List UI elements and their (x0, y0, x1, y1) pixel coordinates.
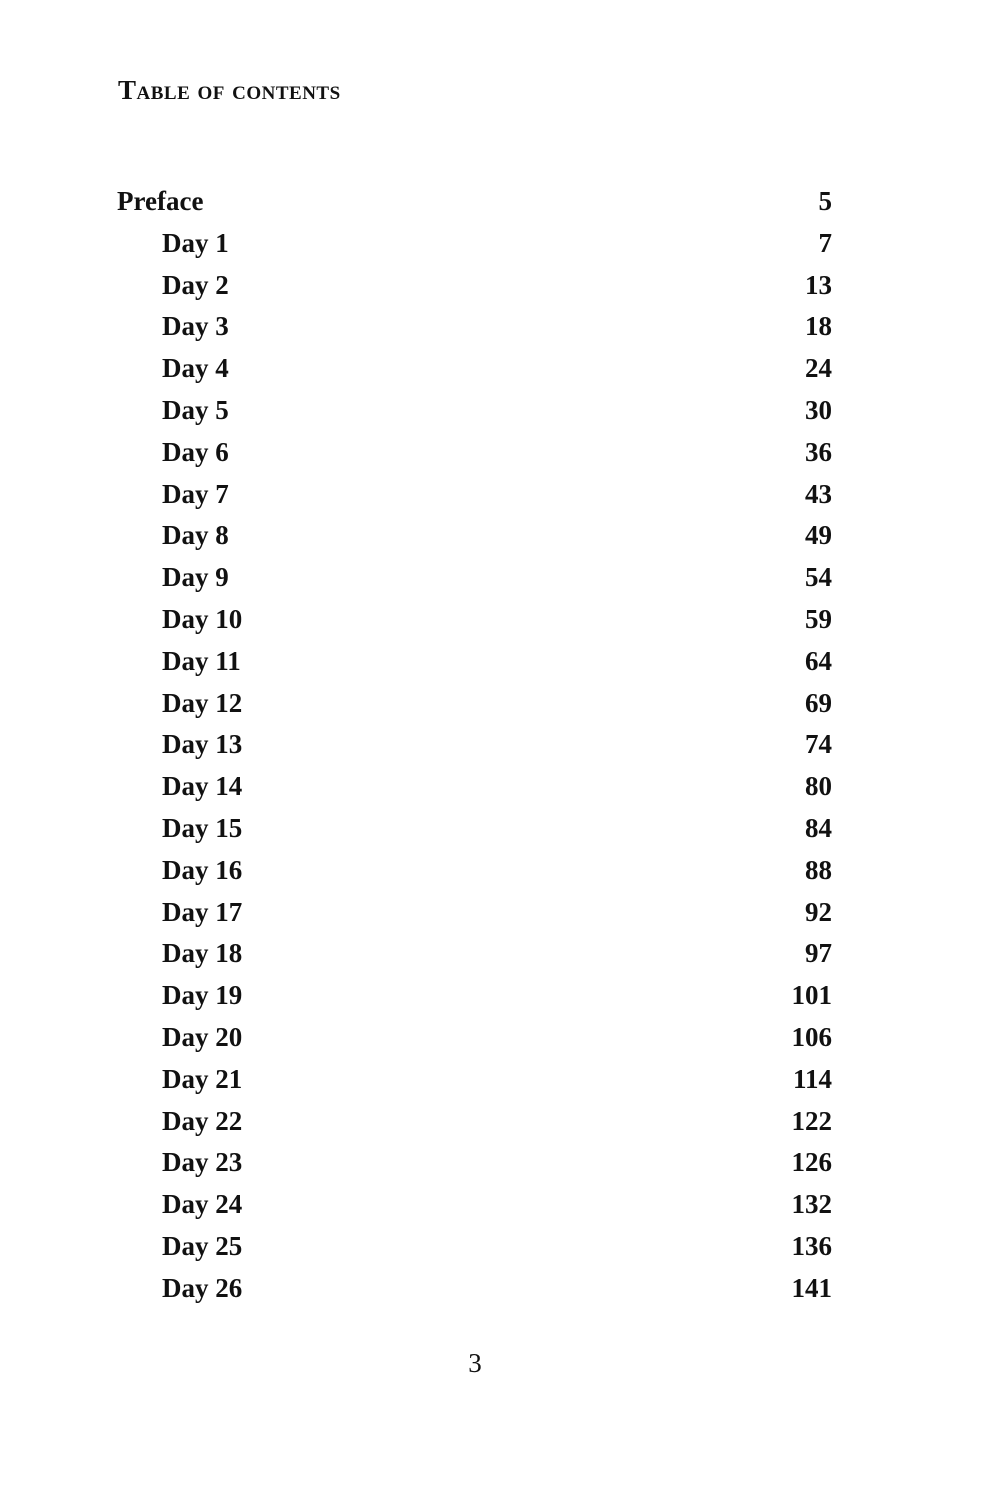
toc-entry-label: Day 13 (162, 729, 243, 760)
toc-entry-label: Preface (117, 186, 204, 216)
toc-entry (0, 390, 1000, 432)
toc-entry-label: Day 12 (162, 687, 243, 718)
toc-entry-page: 88 (805, 854, 832, 885)
toc-entry (0, 432, 1000, 474)
toc-entry-label: Day 10 (162, 603, 243, 634)
toc-entry-page: 101 (791, 980, 832, 1011)
toc-entry (0, 683, 1000, 725)
toc-entry-page: 59 (805, 603, 832, 634)
toc-entry-page: 18 (805, 311, 832, 342)
toc-entry-label: Day 25 (162, 1230, 243, 1261)
toc-entry-page: 74 (805, 729, 832, 760)
toc-entry-page: 36 (805, 436, 832, 467)
toc-entry (0, 348, 1000, 390)
toc-entry-page: 114 (792, 1063, 832, 1094)
toc-entry-page: 80 (805, 771, 832, 802)
toc-entry (0, 599, 1000, 641)
toc-entry (0, 306, 1000, 348)
toc-entry-label: Day 22 (162, 1105, 243, 1136)
toc-entry-page: 97 (805, 938, 832, 969)
toc-entry-page: 13 (805, 269, 832, 300)
toc-entry-label: Day 1 (162, 227, 229, 258)
toc-entry (0, 850, 1000, 892)
toc-entry-label: Day 23 (162, 1147, 243, 1178)
toc-entry (0, 975, 1000, 1017)
toc-entry-page: 126 (791, 1147, 832, 1178)
toc-entry (0, 641, 1000, 683)
toc-entry (0, 474, 1000, 516)
toc-entry-label: Day 4 (162, 353, 229, 384)
toc-entry-label: Day 14 (162, 771, 243, 802)
toc-entry (0, 1101, 1000, 1143)
toc-entry (0, 892, 1000, 934)
toc-title: Table of contents (118, 75, 341, 105)
toc-entry (0, 1142, 1000, 1184)
toc-entry (0, 265, 1000, 307)
toc-entry-page: 122 (791, 1105, 832, 1136)
toc-entry (0, 181, 1000, 223)
toc-entry-label: Day 18 (162, 938, 243, 969)
toc-entry-page: 30 (805, 394, 832, 425)
toc-entry-label: Day 3 (162, 311, 229, 342)
toc-entry (0, 1017, 1000, 1059)
toc-entry-label: Day 2 (162, 269, 229, 300)
toc-entry-label: Day 7 (162, 478, 229, 509)
toc-entry-page: 69 (805, 687, 832, 718)
toc-entry-label: Day 19 (162, 980, 243, 1011)
toc-entry-page: 64 (805, 645, 832, 676)
toc-entry (0, 557, 1000, 599)
toc-entry-page: 7 (818, 227, 832, 258)
toc-entry (0, 808, 1000, 850)
toc-entry (0, 766, 1000, 808)
toc-entry-page: 92 (805, 896, 832, 927)
toc-entry (0, 1268, 1000, 1310)
toc-entry (0, 1226, 1000, 1268)
toc-entry (0, 515, 1000, 557)
toc-entry-label: Day 24 (162, 1189, 243, 1220)
toc-entry-label: Day 11 (162, 645, 241, 676)
toc-entry (0, 223, 1000, 265)
toc-entry-label: Day 17 (162, 896, 243, 927)
toc-entry (0, 1184, 1000, 1226)
page-number: 3 (468, 1348, 482, 1378)
toc-entry-label: Day 16 (162, 854, 243, 885)
toc-entry-label: Day 6 (162, 436, 229, 467)
toc-list (0, 181, 1000, 1310)
toc-entry-page: 43 (805, 478, 832, 509)
toc-entry-page: 84 (805, 812, 832, 843)
toc-entry-label: Day 21 (162, 1063, 243, 1094)
toc-entry-label: Day 20 (162, 1021, 243, 1052)
toc-entry (0, 933, 1000, 975)
toc-entry (0, 1059, 1000, 1101)
toc-entry-label: Day 9 (162, 562, 229, 593)
toc-entry-page: 132 (791, 1189, 832, 1220)
toc-entry-label: Day 15 (162, 812, 243, 843)
toc-entry-page: 54 (805, 562, 832, 593)
toc-entry-page: 5 (818, 186, 832, 216)
toc-entry-page: 141 (791, 1272, 832, 1303)
toc-entry-page: 136 (791, 1230, 832, 1261)
toc-entry-page: 24 (805, 353, 832, 384)
toc-entry-page: 106 (791, 1021, 832, 1052)
toc-entry-label: Day 8 (162, 520, 229, 551)
toc-entry-label: Day 5 (162, 394, 229, 425)
toc-entry-label: Day 26 (162, 1272, 243, 1303)
toc-entry-page: 49 (805, 520, 832, 551)
toc-entry (0, 724, 1000, 766)
